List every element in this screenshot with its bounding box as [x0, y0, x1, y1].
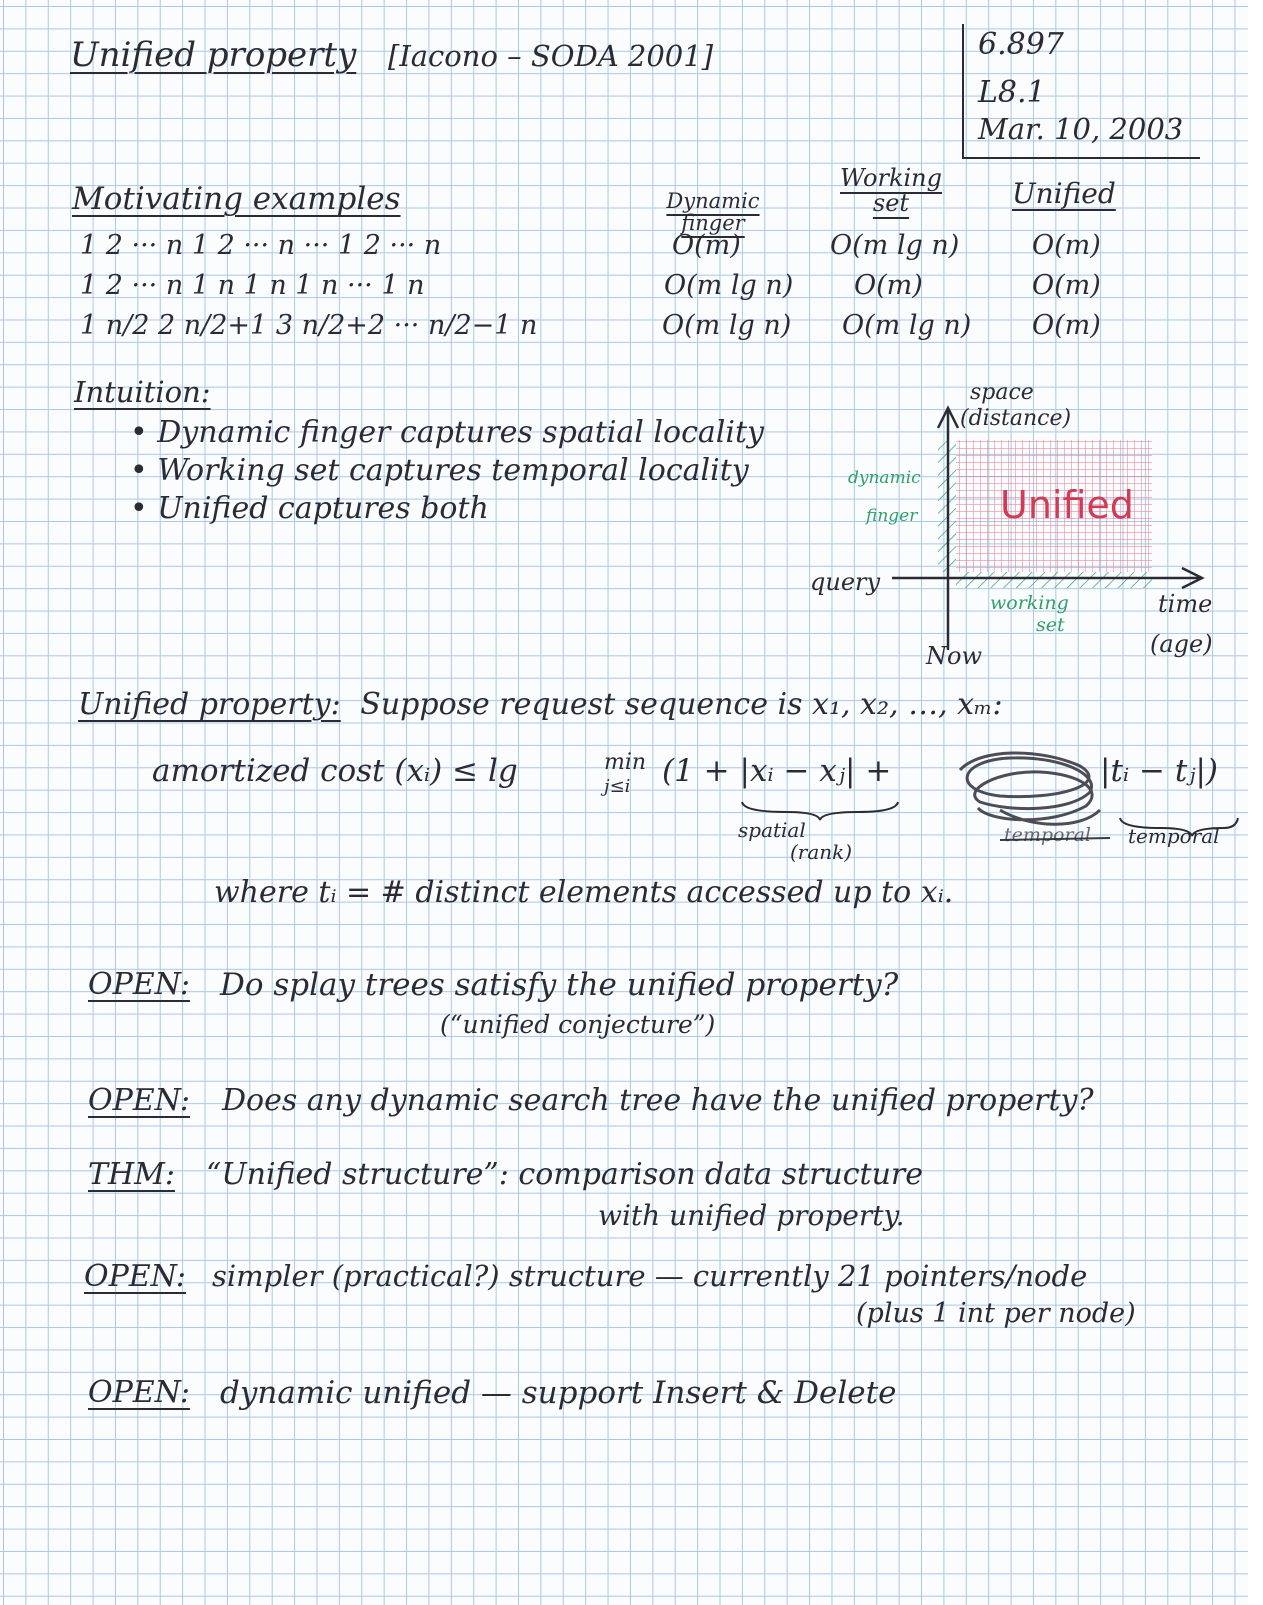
working-set-label-bottom: set — [1036, 614, 1065, 636]
definition-heading — [78, 687, 1003, 722]
formula-tail: |tᵢ − tⱼ|) — [1100, 753, 1219, 789]
item-1-text: Do splay trees satisfy the unified property? — [220, 967, 899, 1003]
formula-lhs: amortized cost (xᵢ) ≤ lg — [152, 753, 518, 789]
formula-min: min — [604, 750, 647, 775]
example-row-2-unified: O(m) — [1032, 270, 1101, 301]
item-4-text: simpler (practical?) structure — currently 21 pointers/node — [212, 1259, 1088, 1293]
working-set-band — [956, 572, 1152, 588]
definition-where: where tᵢ = # distinct elements accessed up to xᵢ. — [214, 875, 954, 910]
rank-label: (rank) — [790, 840, 853, 864]
item-1-sub: (“unified conjecture”) — [440, 1010, 716, 1039]
example-row-3-working: O(m lg n) — [842, 310, 972, 341]
item-3-text: “Unified structure”: comparison data structure — [206, 1157, 924, 1192]
item-3-sub: with unified property. — [598, 1199, 905, 1232]
column-unified: Unified — [1012, 177, 1116, 210]
crossed-out-text: temporal — [1004, 824, 1091, 846]
time-axis-label: time — [1158, 590, 1213, 618]
example-row-2-finger: O(m lg n) — [664, 270, 794, 301]
example-row-2-sequence: 1 2 ··· n 1 n 1 n 1 n ··· 1 n — [80, 270, 425, 301]
intuition-bullet-2: • Working set captures temporal locality — [130, 453, 749, 488]
example-row-1-unified: O(m) — [1032, 230, 1101, 261]
item-1-label: OPEN: — [88, 967, 190, 1002]
item-5-label: OPEN: — [88, 1375, 190, 1410]
scribble — [960, 753, 1100, 824]
formula-rhs: (1 + |xᵢ − xⱼ| + — [662, 753, 892, 789]
item-5-text: dynamic unified — support Insert & Delete — [220, 1375, 897, 1411]
definition-heading-text: Unified property: — [78, 687, 341, 722]
item-4-label: OPEN: — [84, 1259, 186, 1294]
example-row-2-working: O(m) — [854, 270, 923, 301]
unified-region-label: Unified — [1000, 483, 1134, 527]
item-4-sub: (plus 1 int per node) — [856, 1298, 1136, 1329]
temporal-label: temporal — [1128, 824, 1220, 848]
intuition-heading: Intuition: — [74, 375, 211, 409]
example-row-3-sequence: 1 n/2 2 n/2+1 3 n/2+2 ··· n/2−1 n — [80, 310, 538, 341]
space-axis-label: space — [970, 380, 1034, 405]
example-row-1-finger: O(m) — [672, 230, 741, 261]
example-row-3-finger: O(m lg n) — [662, 310, 792, 341]
finger-label-bottom: finger — [866, 506, 918, 526]
lecture-number: L8.1 — [978, 75, 1046, 110]
space-axis-sublabel: (distance) — [960, 406, 1072, 431]
example-row-1-working: O(m lg n) — [830, 230, 960, 261]
column-dynamic-finger: Dynamic finger — [666, 189, 760, 236]
citation: [Iacono – SODA 2001] — [388, 39, 714, 73]
finger-label-top: dynamic — [848, 468, 921, 488]
example-row-1-sequence: 1 2 ··· n 1 2 ··· n ··· 1 2 ··· n — [80, 230, 442, 261]
example-row-3-unified: O(m) — [1032, 310, 1101, 341]
intuition-bullet-1: • Dynamic finger captures spatial locality — [130, 415, 764, 450]
page-title: Unified property — [70, 35, 357, 75]
item-2-label: OPEN: — [88, 1083, 190, 1118]
column-working-set: Working set — [840, 164, 942, 218]
time-axis-sublabel: (age) — [1150, 630, 1213, 658]
formula-min-subscript: j≤i — [604, 776, 631, 797]
course-number: 6.897 — [978, 27, 1064, 62]
intuition-bullet-3: • Unified captures both — [130, 491, 489, 526]
definition-intro: Suppose request sequence is x₁, x₂, …, xₘ: — [360, 687, 1003, 722]
query-label: query — [810, 568, 881, 596]
now-label: Now — [926, 642, 982, 670]
spatial-label: spatial — [738, 818, 806, 842]
working-set-label-top: working — [990, 592, 1069, 614]
examples-heading: Motivating examples — [72, 181, 401, 217]
item-3-label: THM: — [88, 1157, 175, 1192]
lecture-date: Mar. 10, 2003 — [978, 112, 1184, 146]
item-2-text: Does any dynamic search tree have the unified property? — [222, 1083, 1094, 1118]
